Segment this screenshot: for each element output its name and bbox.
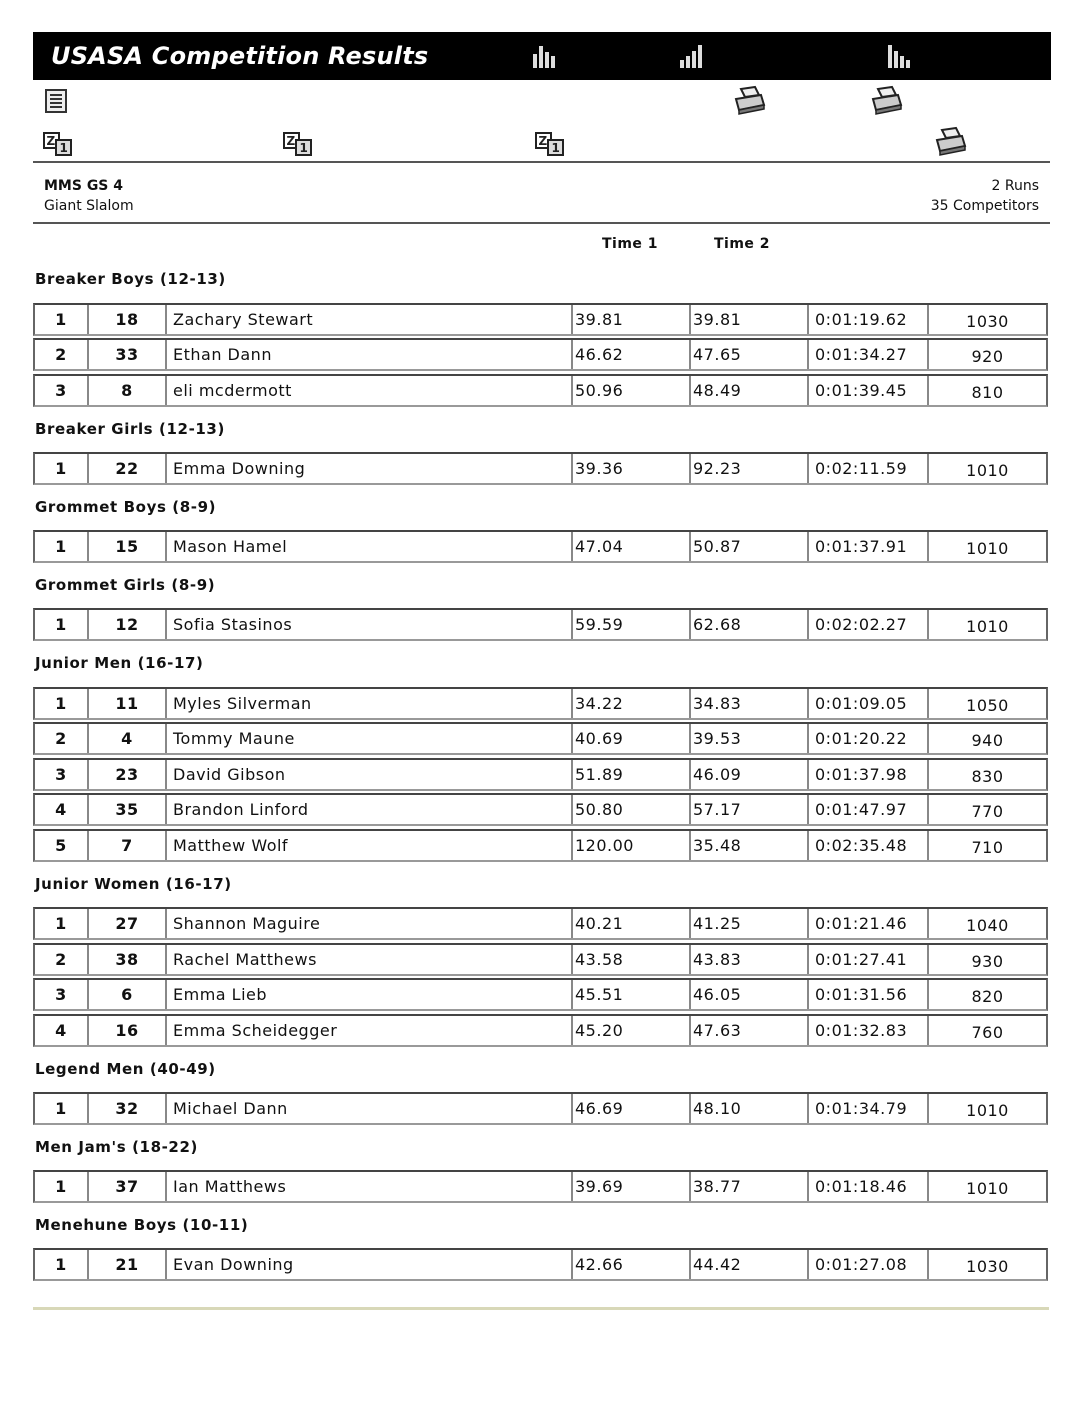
competitor-name: Sofia Stasinos <box>167 610 573 639</box>
time2-cell: 38.77 <box>691 1172 809 1201</box>
competitor-name: Tommy Maune <box>167 724 573 753</box>
category-title: Legend Men (40-49) <box>35 1060 216 1078</box>
points-cell: 1030 <box>966 1257 1009 1276</box>
total-time-cell: 0:01:19.62 <box>809 305 929 334</box>
time2-cell: 43.83 <box>691 945 809 974</box>
time1-cell: 45.20 <box>573 1016 691 1045</box>
svg-text:1: 1 <box>59 141 68 155</box>
points-cell: 710 <box>971 838 1004 857</box>
event-competitors: 35 Competitors <box>930 198 1039 214</box>
bib-cell: 15 <box>89 532 167 561</box>
time1-cell: 50.96 <box>573 376 691 405</box>
svg-text:Z: Z <box>538 134 548 148</box>
time2-cell: 41.25 <box>691 909 809 938</box>
points-cell: 930 <box>971 952 1004 971</box>
table-row <box>33 687 1048 720</box>
points-cell: 770 <box>971 802 1004 821</box>
bib-cell: 12 <box>89 610 167 639</box>
time1-cell: 42.66 <box>573 1250 691 1279</box>
competitor-name: Shannon Maguire <box>167 909 573 938</box>
time1-cell: 39.36 <box>573 454 691 483</box>
place-cell: 1 <box>35 1094 89 1123</box>
svg-text:1: 1 <box>551 141 560 155</box>
points-cell: 920 <box>971 347 1004 366</box>
bib-cell: 38 <box>89 945 167 974</box>
total-time-cell: 0:01:27.41 <box>809 945 929 974</box>
category-title: Junior Men (16-17) <box>35 654 204 672</box>
event-discipline: Giant Slalom <box>44 198 134 214</box>
footer-divider <box>33 1307 1049 1310</box>
place-cell: 1 <box>35 1172 89 1201</box>
event-runs: 2 Runs <box>991 178 1039 194</box>
competitor-name: Matthew Wolf <box>167 831 573 860</box>
place-cell: 1 <box>35 454 89 483</box>
table-row <box>33 978 1048 1011</box>
category-title: Breaker Boys (12-13) <box>35 270 226 288</box>
table-row <box>33 1248 1048 1281</box>
table-row <box>33 793 1048 826</box>
time2-cell: 62.68 <box>691 610 809 639</box>
table-row <box>33 1014 1048 1047</box>
table-row <box>33 758 1048 791</box>
time1-cell: 45.51 <box>573 980 691 1009</box>
svg-text:Z: Z <box>286 134 296 148</box>
place-cell: 2 <box>35 340 89 369</box>
time1-cell: 47.04 <box>573 532 691 561</box>
points-cell: 940 <box>971 731 1004 750</box>
place-cell: 1 <box>35 909 89 938</box>
competitor-name: Emma Lieb <box>167 980 573 1009</box>
competitor-name: Ethan Dann <box>167 340 573 369</box>
total-time-cell: 0:01:31.56 <box>809 980 929 1009</box>
total-time-cell: 0:02:35.48 <box>809 831 929 860</box>
table-row <box>33 303 1048 336</box>
time2-cell: 47.63 <box>691 1016 809 1045</box>
time1-cell: 43.58 <box>573 945 691 974</box>
competitor-name: Brandon Linford <box>167 795 573 824</box>
bib-cell: 18 <box>89 305 167 334</box>
time2-cell: 47.65 <box>691 340 809 369</box>
event-info <box>44 176 134 216</box>
bib-cell: 21 <box>89 1250 167 1279</box>
total-time-cell: 0:01:34.27 <box>809 340 929 369</box>
time2-cell: 39.81 <box>691 305 809 334</box>
bib-cell: 22 <box>89 454 167 483</box>
header-bar <box>33 32 1051 80</box>
time2-cell: 46.05 <box>691 980 809 1009</box>
bib-cell: 7 <box>89 831 167 860</box>
sort-za-icon[interactable] <box>283 132 313 156</box>
bar-chart-icon[interactable] <box>530 42 558 70</box>
divider <box>33 222 1050 224</box>
time2-cell: 46.09 <box>691 760 809 789</box>
points-cell: 1010 <box>966 1101 1009 1120</box>
table-row <box>33 943 1048 976</box>
table-row <box>33 1092 1048 1125</box>
document-list-icon[interactable] <box>43 88 69 114</box>
total-time-cell: 0:01:32.83 <box>809 1016 929 1045</box>
time1-cell: 40.69 <box>573 724 691 753</box>
bar-chart-icon[interactable] <box>677 42 705 70</box>
place-cell: 1 <box>35 689 89 718</box>
table-row <box>33 608 1048 641</box>
bib-cell: 16 <box>89 1016 167 1045</box>
time2-cell: 39.53 <box>691 724 809 753</box>
event-meta <box>931 176 1039 216</box>
total-time-cell: 0:01:47.97 <box>809 795 929 824</box>
category-title: Breaker Girls (12-13) <box>35 420 225 438</box>
bib-cell: 8 <box>89 376 167 405</box>
category-title: Menehune Boys (10-11) <box>35 1216 249 1234</box>
printer-icon[interactable] <box>733 85 767 115</box>
printer-icon[interactable] <box>934 126 968 156</box>
total-time-cell: 0:01:21.46 <box>809 909 929 938</box>
divider <box>33 161 1050 163</box>
time2-cell: 44.42 <box>691 1250 809 1279</box>
competitor-name: Mason Hamel <box>167 532 573 561</box>
total-time-cell: 0:01:37.91 <box>809 532 929 561</box>
table-row <box>33 338 1048 371</box>
time1-cell: 39.81 <box>573 305 691 334</box>
time2-cell: 34.83 <box>691 689 809 718</box>
bib-cell: 11 <box>89 689 167 718</box>
time1-cell: 46.62 <box>573 340 691 369</box>
bib-cell: 33 <box>89 340 167 369</box>
category-title: Grommet Girls (8-9) <box>35 576 216 594</box>
place-cell: 1 <box>35 305 89 334</box>
svg-text:Z: Z <box>46 134 56 148</box>
competitor-name: Evan Downing <box>167 1250 573 1279</box>
points-cell: 1050 <box>966 696 1009 715</box>
place-cell: 1 <box>35 532 89 561</box>
place-cell: 1 <box>35 610 89 639</box>
table-row <box>33 452 1048 485</box>
competitor-name: Emma Scheidegger <box>167 1016 573 1045</box>
table-row <box>33 1170 1048 1203</box>
total-time-cell: 0:02:02.27 <box>809 610 929 639</box>
sort-za-icon[interactable] <box>43 132 73 156</box>
points-cell: 830 <box>971 767 1004 786</box>
time2-cell: 50.87 <box>691 532 809 561</box>
total-time-cell: 0:01:09.05 <box>809 689 929 718</box>
competitor-name: Emma Downing <box>167 454 573 483</box>
table-row <box>33 829 1048 862</box>
time1-cell: 34.22 <box>573 689 691 718</box>
points-cell: 1010 <box>966 539 1009 558</box>
table-row <box>33 530 1048 563</box>
competitor-name: Zachary Stewart <box>167 305 573 334</box>
competitor-name: Rachel Matthews <box>167 945 573 974</box>
total-time-cell: 0:02:11.59 <box>809 454 929 483</box>
place-cell: 4 <box>35 795 89 824</box>
printer-icon[interactable] <box>870 85 904 115</box>
event-name: MMS GS 4 <box>44 178 124 194</box>
points-cell: 820 <box>971 987 1004 1006</box>
sort-za-icon[interactable] <box>535 132 565 156</box>
time1-cell: 51.89 <box>573 760 691 789</box>
total-time-cell: 0:01:18.46 <box>809 1172 929 1201</box>
competitor-name: eli mcdermott <box>167 376 573 405</box>
time2-cell: 48.49 <box>691 376 809 405</box>
time2-cell: 57.17 <box>691 795 809 824</box>
time1-cell: 40.21 <box>573 909 691 938</box>
time1-cell: 59.59 <box>573 610 691 639</box>
place-cell: 5 <box>35 831 89 860</box>
total-time-cell: 0:01:20.22 <box>809 724 929 753</box>
bar-chart-icon[interactable] <box>885 42 913 70</box>
competitor-name: David Gibson <box>167 760 573 789</box>
points-cell: 1030 <box>966 312 1009 331</box>
table-row <box>33 374 1048 407</box>
bib-cell: 37 <box>89 1172 167 1201</box>
category-title: Men Jam's (18-22) <box>35 1138 198 1156</box>
bib-cell: 23 <box>89 760 167 789</box>
table-row <box>33 722 1048 755</box>
points-cell: 760 <box>971 1023 1004 1042</box>
column-header-time2: Time 2 <box>714 236 771 252</box>
time2-cell: 35.48 <box>691 831 809 860</box>
svg-text:1: 1 <box>299 141 308 155</box>
place-cell: 4 <box>35 1016 89 1045</box>
total-time-cell: 0:01:34.79 <box>809 1094 929 1123</box>
page-title: USASA Competition Results <box>51 42 429 70</box>
category-title: Grommet Boys (8-9) <box>35 498 217 516</box>
time1-cell: 50.80 <box>573 795 691 824</box>
bib-cell: 32 <box>89 1094 167 1123</box>
competitor-name: Myles Silverman <box>167 689 573 718</box>
time2-cell: 92.23 <box>691 454 809 483</box>
points-cell: 1010 <box>966 461 1009 480</box>
category-title: Junior Women (16-17) <box>35 875 232 893</box>
column-header-time1: Time 1 <box>602 236 659 252</box>
competitor-name: Ian Matthews <box>167 1172 573 1201</box>
time2-cell: 48.10 <box>691 1094 809 1123</box>
points-cell: 1040 <box>966 916 1009 935</box>
place-cell: 3 <box>35 760 89 789</box>
time1-cell: 120.00 <box>573 831 691 860</box>
points-cell: 1010 <box>966 617 1009 636</box>
bib-cell: 35 <box>89 795 167 824</box>
competitor-name: Michael Dann <box>167 1094 573 1123</box>
place-cell: 3 <box>35 376 89 405</box>
place-cell: 3 <box>35 980 89 1009</box>
points-cell: 1010 <box>966 1179 1009 1198</box>
time1-cell: 39.69 <box>573 1172 691 1201</box>
place-cell: 1 <box>35 1250 89 1279</box>
place-cell: 2 <box>35 945 89 974</box>
bib-cell: 27 <box>89 909 167 938</box>
time1-cell: 46.69 <box>573 1094 691 1123</box>
table-row <box>33 907 1048 940</box>
total-time-cell: 0:01:27.08 <box>809 1250 929 1279</box>
total-time-cell: 0:01:39.45 <box>809 376 929 405</box>
place-cell: 2 <box>35 724 89 753</box>
total-time-cell: 0:01:37.98 <box>809 760 929 789</box>
points-cell: 810 <box>971 383 1004 402</box>
bib-cell: 4 <box>89 724 167 753</box>
bib-cell: 6 <box>89 980 167 1009</box>
